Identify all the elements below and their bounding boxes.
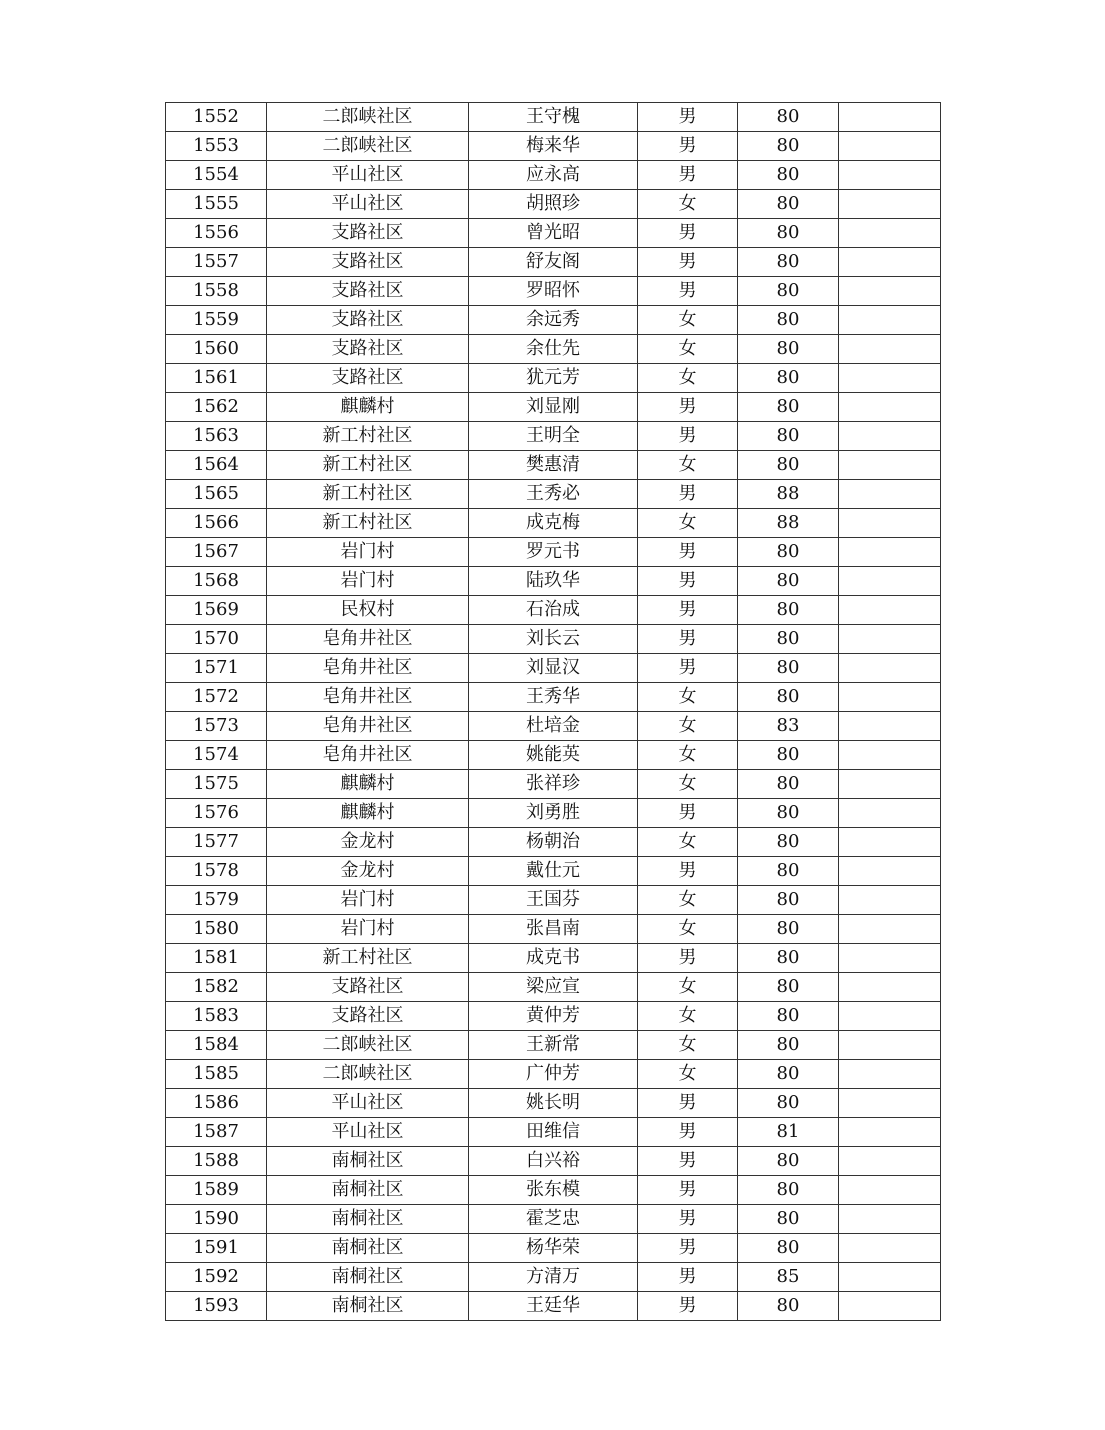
age-cell: 80 [738,161,839,190]
table-row [166,277,941,306]
name-cell: 罗元书 [469,538,638,567]
row-number-cell: 1567 [166,538,267,567]
name-cell: 杨朝治 [469,828,638,857]
community-cell: 皂角井社区 [267,741,469,770]
table-row [166,451,941,480]
name-cell: 广仲芳 [469,1060,638,1089]
name-cell: 刘显汉 [469,654,638,683]
sex-cell: 男 [638,248,738,277]
row-number-cell: 1573 [166,712,267,741]
name-cell: 王廷华 [469,1292,638,1321]
note-cell [839,1060,941,1089]
note-cell [839,1234,941,1263]
sex-cell: 女 [638,190,738,219]
sex-cell: 男 [638,596,738,625]
sex-cell: 女 [638,741,738,770]
row-number-cell: 1591 [166,1234,267,1263]
community-cell: 新工村社区 [267,451,469,480]
table-row [166,1147,941,1176]
note-cell [839,132,941,161]
row-number-cell: 1552 [166,103,267,132]
age-cell: 80 [738,132,839,161]
note-cell [839,799,941,828]
note-cell [839,1002,941,1031]
sex-cell: 女 [638,335,738,364]
community-cell: 岩门村 [267,915,469,944]
table-row [166,248,941,277]
name-cell: 余仕先 [469,335,638,364]
name-cell: 刘长云 [469,625,638,654]
community-cell: 二郎峡社区 [267,1060,469,1089]
name-cell: 张昌南 [469,915,638,944]
age-cell: 80 [738,625,839,654]
community-cell: 支路社区 [267,248,469,277]
community-cell: 平山社区 [267,1118,469,1147]
note-cell [839,1263,941,1292]
age-cell: 80 [738,190,839,219]
row-number-cell: 1584 [166,1031,267,1060]
roster-table [165,102,941,1321]
note-cell [839,625,941,654]
age-cell: 80 [738,973,839,1002]
age-cell: 80 [738,393,839,422]
row-number-cell: 1588 [166,1147,267,1176]
row-number-cell: 1553 [166,132,267,161]
community-cell: 岩门村 [267,538,469,567]
note-cell [839,944,941,973]
name-cell: 曾光昭 [469,219,638,248]
row-number-cell: 1559 [166,306,267,335]
community-cell: 平山社区 [267,1089,469,1118]
row-number-cell: 1554 [166,161,267,190]
name-cell: 黄仲芳 [469,1002,638,1031]
age-cell: 80 [738,683,839,712]
community-cell: 平山社区 [267,190,469,219]
community-cell: 新工村社区 [267,480,469,509]
table-row [166,1292,941,1321]
row-number-cell: 1564 [166,451,267,480]
sex-cell: 男 [638,538,738,567]
row-number-cell: 1575 [166,770,267,799]
name-cell: 梅来华 [469,132,638,161]
sex-cell: 男 [638,1147,738,1176]
community-cell: 支路社区 [267,973,469,1002]
sex-cell: 男 [638,393,738,422]
sex-cell: 男 [638,1176,738,1205]
name-cell: 余远秀 [469,306,638,335]
row-number-cell: 1555 [166,190,267,219]
age-cell: 80 [738,1089,839,1118]
sex-cell: 女 [638,683,738,712]
table-row [166,973,941,1002]
community-cell: 二郎峡社区 [267,132,469,161]
sex-cell: 女 [638,451,738,480]
note-cell [839,828,941,857]
age-cell: 80 [738,799,839,828]
table-row [166,132,941,161]
name-cell: 石治成 [469,596,638,625]
name-cell: 胡照珍 [469,190,638,219]
table-row [166,393,941,422]
name-cell: 戴仕元 [469,857,638,886]
note-cell [839,480,941,509]
table-row [166,741,941,770]
sex-cell: 男 [638,103,738,132]
community-cell: 麒麟村 [267,770,469,799]
row-number-cell: 1570 [166,625,267,654]
note-cell [839,1176,941,1205]
note-cell [839,712,941,741]
row-number-cell: 1578 [166,857,267,886]
sex-cell: 男 [638,625,738,654]
table-row [166,1176,941,1205]
sex-cell: 女 [638,1002,738,1031]
community-cell: 金龙村 [267,828,469,857]
row-number-cell: 1580 [166,915,267,944]
sex-cell: 男 [638,1263,738,1292]
table-row [166,625,941,654]
age-cell: 88 [738,509,839,538]
row-number-cell: 1585 [166,1060,267,1089]
note-cell [839,161,941,190]
age-cell: 88 [738,480,839,509]
table-row [166,1031,941,1060]
age-cell: 80 [738,219,839,248]
note-cell [839,190,941,219]
table-row [166,1263,941,1292]
age-cell: 80 [738,770,839,799]
note-cell [839,596,941,625]
age-cell: 80 [738,596,839,625]
community-cell: 二郎峡社区 [267,1031,469,1060]
sex-cell: 男 [638,944,738,973]
name-cell: 樊惠清 [469,451,638,480]
name-cell: 姚长明 [469,1089,638,1118]
sex-cell: 男 [638,857,738,886]
name-cell: 陆玖华 [469,567,638,596]
table-row [166,190,941,219]
age-cell: 80 [738,1205,839,1234]
community-cell: 新工村社区 [267,422,469,451]
row-number-cell: 1563 [166,422,267,451]
age-cell: 80 [738,103,839,132]
age-cell: 83 [738,712,839,741]
note-cell [839,393,941,422]
note-cell [839,683,941,712]
sex-cell: 女 [638,770,738,799]
note-cell [839,364,941,393]
sex-cell: 男 [638,567,738,596]
note-cell [839,973,941,1002]
sex-cell: 男 [638,1118,738,1147]
note-cell [839,567,941,596]
sex-cell: 女 [638,1060,738,1089]
community-cell: 南桐社区 [267,1234,469,1263]
community-cell: 岩门村 [267,886,469,915]
table-row [166,857,941,886]
community-cell: 南桐社区 [267,1147,469,1176]
community-cell: 二郎峡社区 [267,103,469,132]
name-cell: 刘显刚 [469,393,638,422]
note-cell [839,306,941,335]
community-cell: 皂角井社区 [267,683,469,712]
community-cell: 支路社区 [267,277,469,306]
age-cell: 80 [738,1147,839,1176]
row-number-cell: 1566 [166,509,267,538]
community-cell: 新工村社区 [267,509,469,538]
note-cell [839,422,941,451]
age-cell: 81 [738,1118,839,1147]
name-cell: 舒友阁 [469,248,638,277]
row-number-cell: 1593 [166,1292,267,1321]
table-row [166,654,941,683]
table-row [166,944,941,973]
name-cell: 张祥珍 [469,770,638,799]
age-cell: 80 [738,915,839,944]
row-number-cell: 1592 [166,1263,267,1292]
name-cell: 姚能英 [469,741,638,770]
table-row [166,770,941,799]
community-cell: 南桐社区 [267,1176,469,1205]
community-cell: 平山社区 [267,161,469,190]
sex-cell: 女 [638,886,738,915]
sex-cell: 男 [638,161,738,190]
name-cell: 王新常 [469,1031,638,1060]
age-cell: 80 [738,422,839,451]
note-cell [839,248,941,277]
row-number-cell: 1589 [166,1176,267,1205]
note-cell [839,654,941,683]
sex-cell: 女 [638,828,738,857]
sex-cell: 男 [638,1234,738,1263]
note-cell [839,103,941,132]
table-row [166,596,941,625]
age-cell: 80 [738,886,839,915]
sex-cell: 女 [638,915,738,944]
row-number-cell: 1558 [166,277,267,306]
table-row [166,567,941,596]
row-number-cell: 1579 [166,886,267,915]
note-cell [839,451,941,480]
table-row [166,1060,941,1089]
community-cell: 麒麟村 [267,393,469,422]
table-row [166,828,941,857]
age-cell: 80 [738,451,839,480]
table-row [166,219,941,248]
name-cell: 成克梅 [469,509,638,538]
note-cell [839,1089,941,1118]
age-cell: 80 [738,1002,839,1031]
age-cell: 80 [738,741,839,770]
sex-cell: 男 [638,480,738,509]
community-cell: 金龙村 [267,857,469,886]
community-cell: 皂角井社区 [267,712,469,741]
table-row [166,103,941,132]
table-row [166,1205,941,1234]
community-cell: 岩门村 [267,567,469,596]
sex-cell: 男 [638,1089,738,1118]
community-cell: 皂角井社区 [267,625,469,654]
community-cell: 支路社区 [267,1002,469,1031]
row-number-cell: 1583 [166,1002,267,1031]
row-number-cell: 1556 [166,219,267,248]
table-row [166,422,941,451]
age-cell: 80 [738,828,839,857]
table-row [166,364,941,393]
table-row [166,509,941,538]
age-cell: 80 [738,567,839,596]
note-cell [839,857,941,886]
age-cell: 80 [738,1176,839,1205]
table-row [166,915,941,944]
row-number-cell: 1561 [166,364,267,393]
note-cell [839,277,941,306]
name-cell: 王秀华 [469,683,638,712]
sex-cell: 女 [638,712,738,741]
age-cell: 80 [738,1031,839,1060]
sex-cell: 女 [638,1031,738,1060]
name-cell: 杜培金 [469,712,638,741]
community-cell: 支路社区 [267,306,469,335]
note-cell [839,1118,941,1147]
age-cell: 80 [738,335,839,364]
name-cell: 杨华荣 [469,1234,638,1263]
note-cell [839,219,941,248]
age-cell: 80 [738,248,839,277]
row-number-cell: 1565 [166,480,267,509]
community-cell: 南桐社区 [267,1292,469,1321]
sex-cell: 男 [638,654,738,683]
age-cell: 80 [738,538,839,567]
age-cell: 80 [738,306,839,335]
community-cell: 麒麟村 [267,799,469,828]
row-number-cell: 1571 [166,654,267,683]
name-cell: 方清万 [469,1263,638,1292]
name-cell: 犹元芳 [469,364,638,393]
community-cell: 支路社区 [267,364,469,393]
sex-cell: 男 [638,1292,738,1321]
sex-cell: 男 [638,422,738,451]
row-number-cell: 1577 [166,828,267,857]
name-cell: 梁应宣 [469,973,638,1002]
table-row [166,886,941,915]
row-number-cell: 1557 [166,248,267,277]
name-cell: 应永高 [469,161,638,190]
table-row [166,1002,941,1031]
age-cell: 80 [738,1234,839,1263]
name-cell: 张东模 [469,1176,638,1205]
age-cell: 80 [738,944,839,973]
row-number-cell: 1572 [166,683,267,712]
age-cell: 80 [738,857,839,886]
community-cell: 皂角井社区 [267,654,469,683]
table-row [166,161,941,190]
note-cell [839,770,941,799]
age-cell: 80 [738,277,839,306]
note-cell [839,1205,941,1234]
sex-cell: 女 [638,973,738,1002]
table-row [166,480,941,509]
roster-table-body [166,103,941,1321]
name-cell: 王守槐 [469,103,638,132]
note-cell [839,886,941,915]
name-cell: 王明全 [469,422,638,451]
row-number-cell: 1586 [166,1089,267,1118]
age-cell: 80 [738,1060,839,1089]
sex-cell: 男 [638,1205,738,1234]
sex-cell: 男 [638,799,738,828]
community-cell: 南桐社区 [267,1263,469,1292]
note-cell [839,509,941,538]
table-row [166,1118,941,1147]
row-number-cell: 1582 [166,973,267,1002]
sex-cell: 男 [638,219,738,248]
table-row [166,306,941,335]
age-cell: 80 [738,1292,839,1321]
sex-cell: 女 [638,509,738,538]
note-cell [839,741,941,770]
row-number-cell: 1576 [166,799,267,828]
sex-cell: 女 [638,364,738,393]
age-cell: 85 [738,1263,839,1292]
name-cell: 田维信 [469,1118,638,1147]
row-number-cell: 1560 [166,335,267,364]
note-cell [839,915,941,944]
note-cell [839,1031,941,1060]
row-number-cell: 1574 [166,741,267,770]
name-cell: 王国芬 [469,886,638,915]
row-number-cell: 1569 [166,596,267,625]
row-number-cell: 1581 [166,944,267,973]
community-cell: 新工村社区 [267,944,469,973]
note-cell [839,1147,941,1176]
note-cell [839,335,941,364]
community-cell: 支路社区 [267,219,469,248]
sex-cell: 女 [638,306,738,335]
community-cell: 民权村 [267,596,469,625]
note-cell [839,1292,941,1321]
table-row [166,335,941,364]
table-row [166,799,941,828]
table-row [166,1234,941,1263]
row-number-cell: 1587 [166,1118,267,1147]
age-cell: 80 [738,364,839,393]
community-cell: 支路社区 [267,335,469,364]
row-number-cell: 1590 [166,1205,267,1234]
table-row [166,712,941,741]
age-cell: 80 [738,654,839,683]
table-row [166,683,941,712]
table-row [166,538,941,567]
table-row [166,1089,941,1118]
row-number-cell: 1568 [166,567,267,596]
name-cell: 王秀必 [469,480,638,509]
note-cell [839,538,941,567]
row-number-cell: 1562 [166,393,267,422]
name-cell: 罗昭怀 [469,277,638,306]
name-cell: 白兴裕 [469,1147,638,1176]
sex-cell: 男 [638,277,738,306]
name-cell: 霍芝忠 [469,1205,638,1234]
sex-cell: 男 [638,132,738,161]
community-cell: 南桐社区 [267,1205,469,1234]
name-cell: 刘勇胜 [469,799,638,828]
name-cell: 成克书 [469,944,638,973]
